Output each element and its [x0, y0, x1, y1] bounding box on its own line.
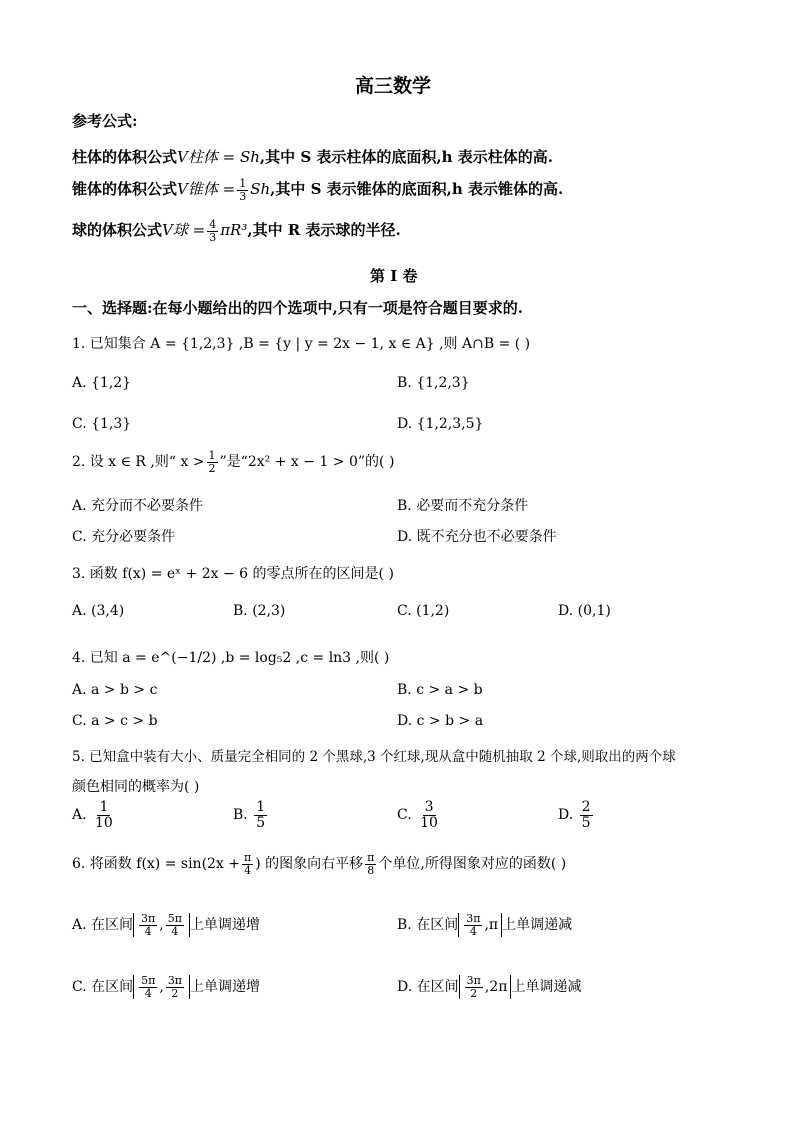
- q6-option-c-label: C. 在区间: [72, 979, 134, 996]
- q6-option-a-label: A. 在区间: [72, 917, 134, 934]
- q4-stem: 4. 已知 a = e^(−1/2) ,b = log₅2 ,c = ln3 ,则( ): [72, 650, 390, 666]
- q3-option-b: B. (2,3): [233, 603, 286, 619]
- q5-option-b-fraction: $\frac{1}{5}$: [256, 799, 266, 831]
- q3-option-a: A. (3,4): [72, 603, 125, 619]
- q6-stem-b: ) 的图象向右平移: [255, 856, 364, 873]
- formula-sphere-lhs: V球 =: [162, 221, 206, 240]
- q6-option-b-label: B. 在区间: [397, 917, 459, 934]
- q6-option-d-label: D. 在区间: [397, 979, 459, 996]
- q6-stem: [72, 852, 566, 876]
- q6-option-c-interval: $\frac{5\pi}{4}$ , $\frac{3\pi}{2}$: [133, 975, 190, 999]
- q5-option-a-label: A.: [72, 807, 87, 824]
- q2-option-a: A. 充分而不必要条件: [72, 498, 204, 514]
- q5-option-d-fraction: $\frac{2}{5}$: [581, 799, 591, 831]
- q6-option-c: [72, 975, 260, 999]
- q6-option-d: [397, 975, 581, 999]
- q1-option-b: B. {1,2,3}: [397, 375, 470, 391]
- q2-option-c: C. 充分必要条件: [72, 529, 176, 545]
- q2-stem: [72, 450, 394, 474]
- q1-option-a: A. {1,2}: [72, 375, 132, 391]
- section-heading: 一、选择题:在每小题给出的四个选项中,只有一项是符合题目要求的.: [72, 299, 523, 317]
- q4-option-d: D. c > b > a: [397, 713, 484, 729]
- q6-shift-fraction: $\frac{\pi}{8}$: [367, 851, 375, 877]
- q5-option-a-fraction: $\frac{1}{10}$: [95, 799, 113, 831]
- formula-cone-lhs: V锥体 =: [177, 180, 236, 199]
- q5-option-c-label: C.: [397, 807, 412, 824]
- q2-option-d: D. 既不充分也不必要条件: [397, 529, 557, 545]
- page-title: 高三数学: [355, 75, 432, 97]
- q1-stem: 1. 已知集合 A = {1,2,3} ,B = {y | y = 2x − 1, x ∈ A} ,则 A∩B = ( ): [72, 336, 531, 352]
- q5-option-d-label: D.: [558, 807, 574, 824]
- q6-stem-c: 个单位,所得图象对应的函数( ): [378, 856, 567, 873]
- q4-option-c: C. a > c > b: [72, 713, 158, 729]
- formula-prism-expr: V柱体 = Sh: [177, 148, 260, 166]
- q5-option-c-fraction: $\frac{3}{10}$: [420, 799, 438, 831]
- formula-cone-desc: ,其中 S 表示锥体的底面积,h 表示锥体的高.: [270, 180, 564, 199]
- formula-sphere-desc: ,其中 R 表示球的半径.: [247, 221, 401, 240]
- formula-prism-text: 柱体的体积公式: [72, 148, 178, 166]
- q6-option-b-tail: 上单调递减: [502, 917, 573, 934]
- formula-sphere: [72, 219, 401, 243]
- q1-option-c: C. {1,3}: [72, 416, 132, 432]
- q6-option-a: [72, 913, 260, 937]
- q3-option-c: C. (1,2): [397, 603, 450, 619]
- q5-option-a: [72, 800, 117, 830]
- q6-option-b-interval: $\frac{3\pi}{4}$ , π: [458, 913, 502, 937]
- formula-sphere-text: 球的体积公式: [72, 221, 163, 240]
- q3-stem: 3. 函数 f(x) = eˣ + 2x − 6 的零点所在的区间是( ): [72, 566, 394, 582]
- q6-option-d-tail: 上单调递减: [511, 979, 582, 996]
- q5-option-b-label: B.: [233, 807, 248, 824]
- q6-option-a-interval: $\frac{3\pi}{4}$ , $\frac{5\pi}{4}$: [133, 913, 190, 937]
- q5-option-b: [233, 800, 269, 830]
- volume-label: 第 I 卷: [370, 267, 418, 285]
- q5-stem-line2: 颜色相同的概率为( ): [72, 779, 200, 795]
- q1-option-d: D. {1,2,3,5}: [397, 416, 484, 432]
- q4-option-b: B. c > a > b: [397, 682, 483, 698]
- formula-cone-rhs: Sh: [250, 180, 271, 199]
- q6-option-a-tail: 上单调递增: [189, 917, 260, 934]
- q2-stem-a: 2. 设 x ∈ R ,则“ x >: [72, 454, 205, 471]
- q6-option-b: [397, 913, 572, 937]
- formula-sphere-fraction: $\frac{4}{3}$: [209, 218, 217, 244]
- q2-fraction: $\frac{1}{2}$: [208, 449, 216, 475]
- q5-stem-line1: 5. 已知盒中装有大小、质量完全相同的 2 个黑球,3 个红球,现从盒中随机抽取 2 个球,则取出的两个球: [72, 749, 676, 765]
- formula-sphere-rhs: πR³: [220, 221, 248, 240]
- formula-prism: [72, 146, 553, 167]
- q2-stem-b: ”是“2x² + x − 1 > 0”的( ): [219, 454, 395, 471]
- q6-stem-a: 6. 将函数 f(x) = sin(2x +: [72, 856, 241, 873]
- q6-option-d-interval: $\frac{3\pi}{2}$ , 2π: [459, 975, 512, 999]
- formula-cone: [72, 178, 563, 202]
- q2-option-b: B. 必要而不充分条件: [397, 498, 529, 514]
- formula-cone-fraction: $\frac{1}{3}$: [239, 177, 247, 203]
- q5-option-d: [558, 800, 595, 830]
- q5-option-c: [397, 800, 442, 830]
- q6-arg-fraction: $\frac{\pi}{4}$: [244, 851, 252, 877]
- q3-option-d: D. (0,1): [558, 603, 611, 619]
- formulas-label: 参考公式:: [72, 112, 138, 130]
- formula-cone-text: 锥体的体积公式: [72, 180, 178, 199]
- formula-prism-desc: ,其中 S 表示柱体的底面积,h 表示柱体的高.: [259, 148, 553, 166]
- q6-option-c-tail: 上单调递增: [190, 979, 261, 996]
- q4-option-a: A. a > b > c: [72, 682, 158, 698]
